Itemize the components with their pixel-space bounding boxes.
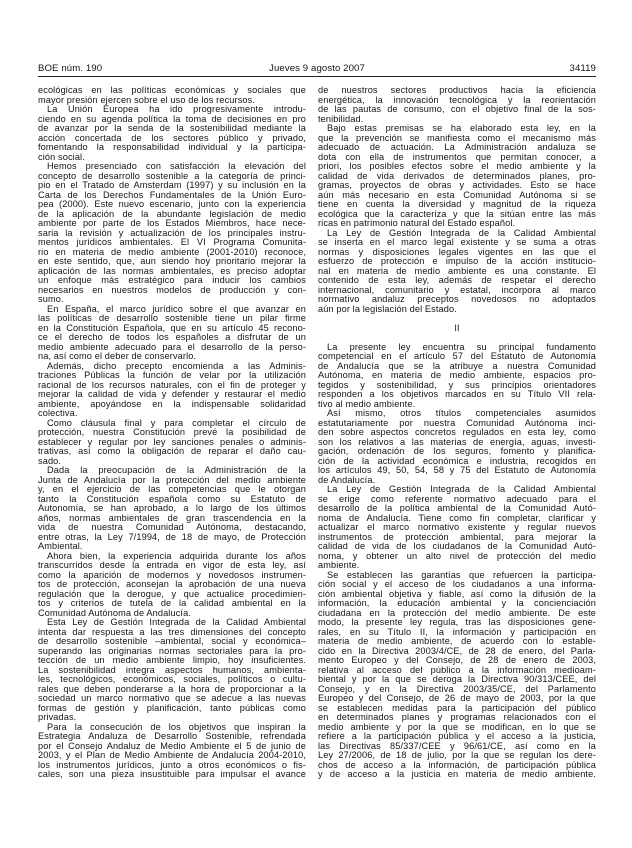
text-line: se inserta en el marco legal existente y se suma a otras [318, 237, 596, 247]
paragraph [38, 105, 306, 162]
text-line: ción ambiental objetiva y fiable, así como la difusión de la [318, 588, 596, 599]
text-line: se erige como referente normativo adecuado para el [318, 493, 596, 504]
text-line: Hemos presenciado con satisfacción la elevación del [47, 161, 306, 171]
text-line: en la Constitución Española, que en su artículo 45 recono- [38, 322, 306, 333]
text-line: traciones Públicas la función de velar por la utilización [38, 370, 306, 380]
text-line: mayor presión ejercen sobre el uso de los recursos. [38, 94, 256, 105]
text-line: materia de medio ambiente, de acuerdo con lo estable- [318, 636, 596, 646]
running-header [38, 63, 596, 74]
text-line: en determinados planes y programas relacionados con el [318, 712, 596, 722]
paragraph [318, 343, 596, 410]
text-line: entre otras, la Ley 7/1994, de 18 de mayo, de Protección [38, 531, 306, 542]
text-line: internacional, comunitario y estatal, incorpora al marco [318, 284, 596, 295]
text-line: relativa al acceso del público a la información medioam- [318, 664, 596, 675]
text-line: Esta Ley de Gestión Integrada de la Calidad Ambiental [47, 617, 306, 627]
text-line: sociedad un marco normativo que se adecue a las nuevas [38, 693, 306, 703]
paragraph [318, 229, 596, 315]
text-line: biental y por la que se deroga la Directiva 90/313/CEE, del [318, 674, 596, 684]
text-line: La Ley de Gestión Integrada de la Calidad Ambiental [327, 227, 596, 238]
text-line: cales, son una pieza insustituible para impulsar el avance [38, 769, 306, 779]
text-line: La Ley de Gestión Integrada de la Calidad Ambiental [327, 484, 596, 494]
text-line: de avanzar por la senda de la sostenibilidad mediante la [38, 123, 306, 133]
text-line: ciudadana en la protección del medio ambiente. De este [318, 607, 596, 618]
text-line: medio ambiente y por la que se modifican, en lo que se [318, 721, 596, 732]
text-line: establecer y regular por ley sanciones penales o adminis- [38, 436, 306, 447]
text-line: pio en el Tratado de Amsterdam (1997) y su inclusión en la [38, 180, 306, 190]
paragraph [318, 409, 596, 485]
text-line: regulación que la derogue, y que actualice procedimien- [38, 588, 306, 599]
text-line: mejorar la calidad de vida y defender y restaurar el medio [38, 389, 306, 399]
text-line: ricas en patrimonio natural del Estado español. [318, 218, 516, 228]
text-line: esfuerzo de protección e impulso de la acción institucio- [318, 256, 596, 266]
text-line: aplicación de las normas ambientales, es preciso adoptar [38, 265, 306, 276]
paragraph [318, 571, 596, 780]
text-line: refiere a la participación pública y el acceso a la justicia, [318, 731, 596, 741]
text-line: que la prevención se manifiesta como el mecanismo más [318, 132, 596, 143]
text-line: rales, en su Título II, la información y participación en [318, 626, 596, 637]
section-heading: II [454, 322, 460, 333]
text-line: son los relativos a las materias de energía, aguas, investi- [318, 436, 596, 447]
text-line: pea (2000). Este nuevo escenario, junto con la experiencia [38, 199, 306, 209]
text-line: concepto de desarrollo sostenible a la categoría de princi- [38, 170, 306, 181]
text-line: rio en materia de medio ambiente (2001-2010) reconoce, [38, 246, 306, 257]
text-line: contenido de esta ley, además de respetar el derecho [318, 275, 596, 285]
text-line: ción social. [38, 151, 85, 162]
text-line: de Andalucía. [318, 474, 376, 485]
text-line: tivo al medio ambiente. [318, 398, 416, 409]
right-column [318, 86, 596, 780]
text-line: medio ambiente adecuado para el desarrollo de la perso- [38, 341, 306, 352]
text-line: por el Consejo Andaluz de Medio Ambiente el 5 de junio de [38, 740, 306, 751]
text-line: aún más necesario en esta Comunidad Autónoma si se [318, 189, 596, 200]
text-line: energética, la innovación tecnológica y la reorientación [318, 94, 596, 105]
text-line: saria la revisión y actualización de los principales instru- [38, 227, 306, 238]
text-line: ción de la actividad económica e industria, recogidos en [318, 455, 596, 466]
text-line: priori, los posibles efectos sobre el medio ambiente y la [318, 161, 596, 171]
text-line: Europeo y del Consejo, de 26 de mayo de 2003, por la que [318, 693, 596, 703]
text-line: chos de acceso a la información, de participación pública [318, 759, 596, 770]
text-line: desarrollo de la política ambiental de la Comunidad Autó- [318, 503, 596, 513]
text-line: formas de gestión y planificación, tanto públicas como [38, 702, 306, 713]
text-line: responden a los objetivos marcados en su Título VII rela- [318, 389, 596, 399]
paragraph [38, 419, 306, 467]
text-line: fomentando la responsabilidad individual y la participa- [38, 142, 306, 152]
paragraph [318, 86, 596, 124]
text-line: calidad de vida de los ciudadanos de la Comunidad Autó- [318, 541, 596, 551]
text-line: sumo. [38, 294, 64, 304]
text-line: noma, y obtener un alto nivel de protección del medio [318, 550, 596, 561]
text-line: información, la educación ambiental y la concienciación [318, 598, 596, 608]
text-line: tenibilidad. [318, 113, 364, 124]
paragraph [38, 305, 306, 362]
text-line: 2003, y el Plan de Medio Ambiente de Andalucía 2004-2010, [38, 750, 306, 760]
text-line: los instrumentos jurídicos, junto a otros económicos o fis- [38, 759, 306, 770]
text-line: y, en el ejercicio de las competencias que le otorgan [38, 484, 306, 494]
text-line: transcurridos desde la entrada en vigor de esta ley, así [38, 560, 306, 570]
text-line: y de acceso a la justicia en materia de medio ambiente. [318, 769, 596, 779]
text-line: modo, la presente ley regula, tras las disposiciones gene- [318, 617, 596, 627]
text-line: de desarrollo sostenible –ambiental, social y económica– [38, 636, 306, 646]
text-line: racional de los recursos naturales, con el fin de proteger y [38, 379, 306, 390]
text-line: privadas. [38, 712, 77, 722]
paragraph [38, 162, 306, 305]
text-line: ciendo en su agenda política la toma de decisiones en pro [38, 113, 306, 124]
text-line: Consejo, y en la Directiva 2003/35/CE, del Parlamento [318, 683, 596, 694]
text-line: competencial en el artículo 57 del Estatuto de Autonomía [318, 351, 596, 361]
text-line: na, así como el deber de conservarlo. [38, 351, 197, 361]
text-line: adecuado de actuación. La Administración andaluza se [318, 142, 596, 152]
text-line: de nuestros sectores productivos hacia la eficiencia [318, 85, 596, 95]
text-line: Junta de Andalucía por la protección del medio ambiente [38, 474, 306, 485]
text-line: gación, ordenación de los seguros, fomento y planifica- [318, 446, 596, 456]
text-line: ce el derecho de todos los españoles a disfrutar de un [38, 332, 306, 342]
text-line: mento Europeo y del Consejo, de 28 de enero de 2003, [318, 655, 596, 665]
page-number: 34119 [569, 63, 596, 74]
text-line: Ley 27/2006, de 18 de julio, por la que se regulan los dere- [318, 750, 596, 760]
text-line: colectiva. [38, 408, 78, 418]
text-line: gramas, proyectos de obras y actividades. Esto se hace [318, 180, 596, 190]
text-line: tiene en cuenta la diversidad y magnitud de la riqueza [318, 199, 596, 209]
publication-date: Jueves 9 agosto 2007 [269, 63, 365, 74]
paragraph [38, 723, 306, 780]
text-line: Como cláusula final y para completar el círculo de [47, 417, 306, 428]
text-line: vida de nuestra Comunidad Autónoma, destacando, [38, 522, 306, 532]
text-line: necesarios en nuestros modelos de producción y con- [38, 284, 306, 295]
text-line: como la aparición de modernos y novedosos instrumen- [38, 569, 306, 580]
paragraph [318, 485, 596, 571]
journal-issue: BOE núm. 190 [38, 63, 103, 74]
text-line: tanto la Constitución española como su Estatuto de [38, 493, 306, 504]
text-line: intenta dar respuesta a las tres dimensiones del concepto [38, 626, 306, 637]
text-line: La Unión Europea ha ido progresivamente introdu- [47, 104, 306, 114]
paragraph [318, 124, 596, 229]
text-line: acción concertada de los sectores público y privado, [38, 132, 306, 143]
text-line: Carta de los Derechos Fundamentales de la Unión Euro- [38, 189, 306, 200]
text-line: Bajo estas premisas se ha elaborado esta ley, en la [327, 123, 596, 133]
text-line: de las pautas de consumo, con el objetivo final de la sos- [318, 104, 596, 114]
text-line: en este sentido, que, aun siendo hoy prioritario mejorar la [38, 256, 306, 266]
text-line: un enfoque más estratégico para inducir los cambios [38, 275, 306, 285]
text-line: Autónoma, en materia de medio ambiente, espacios pro- [318, 370, 596, 380]
text-line: les, tecnológicos, económicos, sociales, políticos o cultu- [38, 674, 306, 684]
header-divider [38, 76, 596, 77]
left-column [38, 86, 306, 780]
text-line: los artículos 49, 50, 54, 58 y 75 del Estatuto de Autonomía [318, 465, 596, 475]
text-line: Para la consecución de los objetivos que inspiran la [47, 721, 306, 732]
text-line: Dada la preocupación de la Administración de la [47, 465, 306, 475]
text-line: tos de protección, aconsejan la aprobación de una nueva [38, 579, 306, 589]
text-line: sado. [38, 455, 62, 466]
text-line: de Andalucía que se la atribuye a nuestra Comunidad [318, 360, 596, 371]
text-line: Comunidad Autónoma de Andalucía. [38, 607, 191, 618]
text-line: En España, el marco jurídico sobre el que avanzar en [47, 303, 306, 314]
text-line: estatutariamente por nuestra Comunidad Autónoma inci- [318, 417, 596, 428]
text-line: Ahora bien, la experiencia adquirida durante los años [47, 550, 306, 561]
paragraph [38, 86, 306, 105]
text-line: ecológica que la caracteriza y que la sitúan entre las más [318, 208, 596, 219]
text-line: La presente ley encuentra su principal fundamento [327, 341, 596, 352]
text-line: las Directivas 85/337/CEE y 96/61/CE, así como en la [318, 740, 596, 751]
text-line: ambiente, apoyándose en la indispensable solidaridad [38, 398, 306, 409]
text-line: rales que deben ponderarse a la hora de proporcionar a la [38, 683, 306, 694]
text-line: calidad de vida derivados de determinados planes, pro- [318, 170, 596, 181]
text-line: dota con ella de instrumentos que permitan conocer, a [318, 151, 596, 162]
text-line: La sostenibilidad integra aspectos humanos, ambienta- [38, 664, 306, 675]
text-line: de la aplicación de la abundante legislación de medio [38, 208, 306, 219]
text-line: las políticas de desarrollo sostenible tiene un pilar firme [38, 313, 306, 323]
text-line: normas y disposiciones legales vigentes en las que el [318, 246, 596, 257]
text-line: Estrategia Andaluza de Desarrollo Sostenible, refrendada [38, 731, 306, 741]
text-line: se establecen medidas para la participación del público [318, 702, 596, 713]
text-line: trativas, así como la obligación de reparar el daño cau- [38, 446, 306, 456]
text-line: ción social y el acceso de los ciudadanos a una informa- [318, 579, 596, 589]
text-line: Ambiental. [38, 541, 83, 551]
text-line: noma de Andalucía. Tiene como fin completar, clarificar y [318, 512, 596, 523]
text-line: normativo andaluz preceptos novedosos no adoptados [318, 294, 596, 304]
paragraph [38, 362, 306, 419]
text-line: tegidos y sostenibilidad, y sus principios orientadores [318, 379, 596, 390]
text-line: protección, nuestra Constitución prevé la posibilidad de [38, 427, 306, 437]
text-line: superando las originarias normas sectoriales para la pro- [38, 645, 306, 656]
text-line: ambiente. [318, 560, 360, 570]
text-line: Así mismo, otros títulos competenciales asumidos [327, 408, 596, 418]
text-line: instrumentos de protección ambiental, para mejorar la [318, 531, 596, 542]
text-line: aún por la legislación del Estado. [318, 303, 457, 314]
text-line: Además, dicho precepto encomienda a las Adminis- [47, 360, 306, 371]
text-line: Autonomía, se han aprobado, a lo largo de los últimos [38, 503, 306, 513]
text-line: cido en la Directiva 2003/4/CE, de 28 de enero, del Parla- [318, 645, 596, 656]
text-line: den sobre aspectos concretos regulados en esta ley, como [318, 427, 596, 437]
text-line: tos y criterios de tutela de la calidad ambiental en la [38, 598, 306, 608]
text-line: años, normas ambientales de gran trascendencia en la [38, 512, 306, 523]
paragraph [38, 466, 306, 552]
text-line: ambiente por parte de los Estados Miembros, hace nece- [38, 218, 306, 228]
text-line: nal en materia de medio ambiente es una constante. El [318, 265, 596, 276]
paragraph [38, 618, 306, 723]
text-line: ecológicas en las políticas económicas y sociales que [38, 85, 306, 95]
paragraph [38, 552, 306, 619]
text-line: mentos jurídicos ambientales. El VI Programa Comunita- [38, 237, 306, 247]
text-line: actualizar el marco normativo existente y regular nuevos [318, 522, 596, 532]
text-line: tección de un medio ambiente limpio, hoy insuficientes. [38, 655, 306, 665]
text-line: Se establecen las garantías que refuercen la participa- [327, 569, 596, 580]
